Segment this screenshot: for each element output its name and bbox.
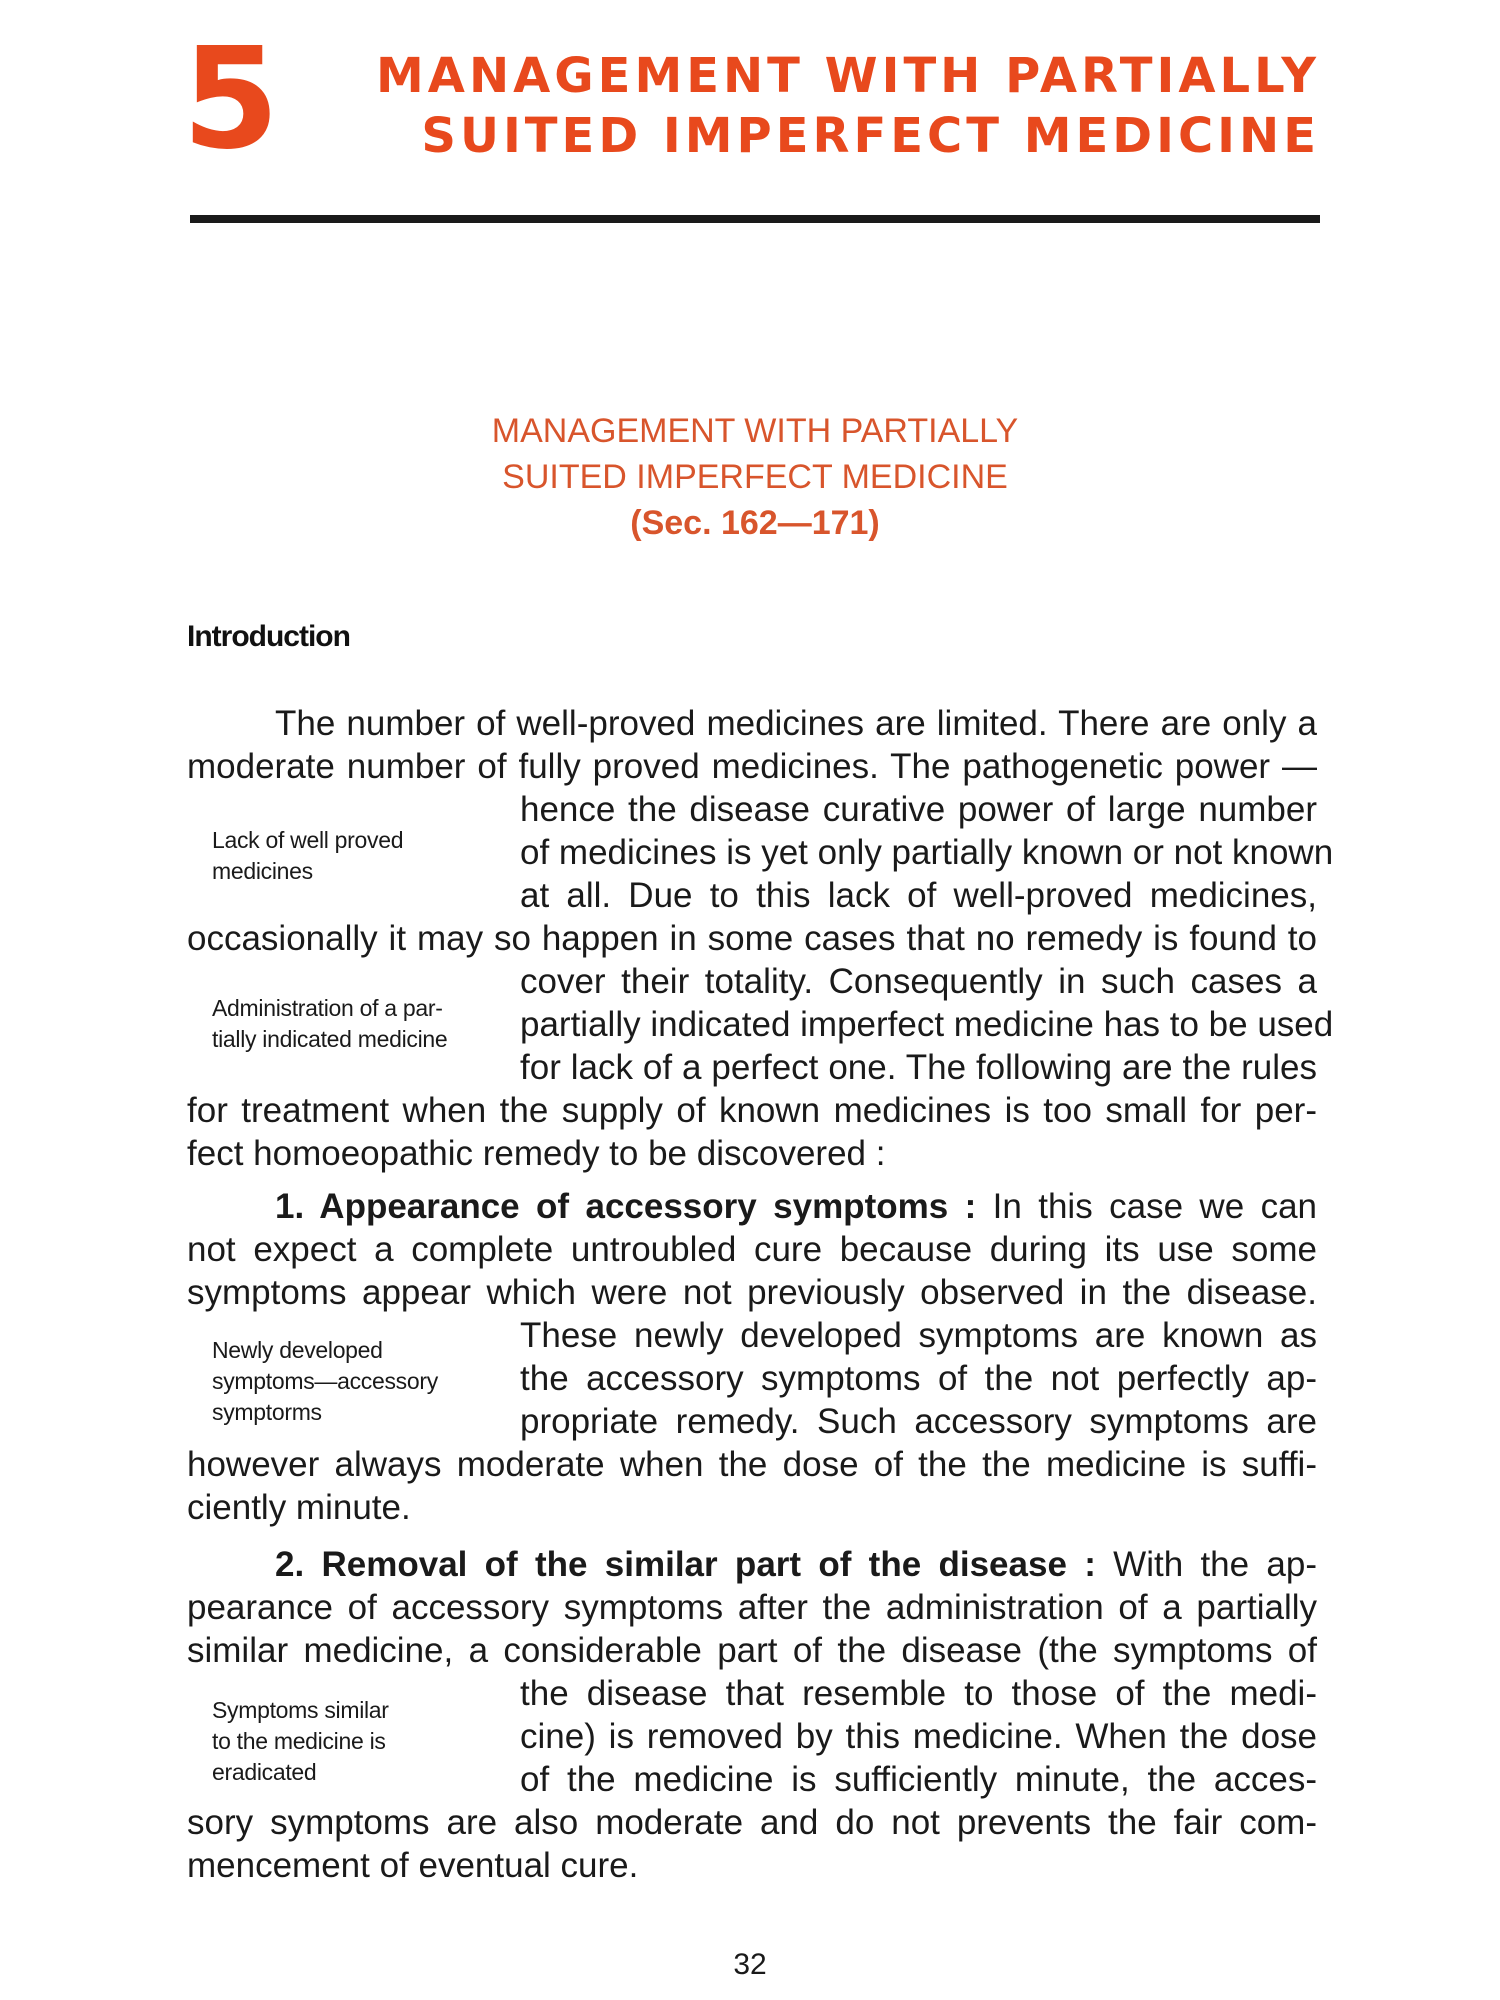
para3-line: mencement of eventual cure. (187, 1846, 639, 1885)
para3-line: similar medicine, a considerable part of the disease (the symptoms of (187, 1631, 1317, 1670)
para3-first-rest: With the ap- (1095, 1545, 1317, 1584)
para2-line: These newly developed symptoms are known as (520, 1316, 1317, 1355)
para3-line: sory symptoms are also moderate and do not prevents the fair com- (187, 1803, 1317, 1842)
para3-line: cine) is removed by this medicine. When the dose (520, 1717, 1317, 1756)
para1-line: moderate number of fully proved medicines. The pathogenetic power — (187, 747, 1317, 786)
para2-line: ciently minute. (187, 1488, 411, 1527)
margin-note-lack-of-medicines (212, 825, 502, 887)
margin-note-line: Symptoms similar (212, 1697, 389, 1723)
para3-first-line (275, 1543, 1317, 1586)
para1-line: The number of well-proved medicines are limited. There are only a (275, 704, 1317, 743)
para1-line: fect homoeopathic remedy to be discovered : (187, 1134, 886, 1173)
para1-line: hence the disease curative power of large number (520, 790, 1317, 829)
para1-line: for treatment when the supply of known medicines is too small for per- (187, 1091, 1317, 1130)
accessory-symptoms-heading: 1. Appearance of accessory symptoms : (275, 1187, 977, 1226)
introduction-heading: Introduction (187, 620, 350, 653)
para2-line: propriate remedy. Such accessory symptoms are (520, 1402, 1317, 1441)
para2-line: the accessory symptoms of the not perfectly ap- (520, 1359, 1317, 1398)
removal-similar-part-heading: 2. Removal of the similar part of the disease : (275, 1545, 1096, 1584)
para1-line: cover their totality. Consequently in such cases a (520, 962, 1317, 1001)
section-reference: (Sec. 162—171) (630, 504, 880, 542)
margin-note-similar-symptoms (212, 1695, 502, 1788)
margin-note-line: symptorms (212, 1399, 322, 1425)
section-subtitle-line-1: MANAGEMENT WITH PARTIALLY (491, 412, 1019, 450)
para2-first-line (275, 1185, 1317, 1228)
margin-note-line: tially indicated medicine (212, 1026, 448, 1052)
margin-note-line: eradicated (212, 1759, 317, 1785)
margin-note-line: Newly developed (212, 1337, 383, 1363)
para1-line: at all. Due to this lack of well-proved medicines, (520, 876, 1317, 915)
chapter-number: 5 (182, 18, 280, 181)
para3-line: of the medicine is sufficiently minute, the acces- (520, 1760, 1317, 1799)
margin-note-line: Lack of well proved (212, 827, 404, 853)
margin-note-accessory-symptoms (212, 1335, 502, 1428)
margin-note-line: medicines (212, 858, 313, 884)
para3-line: the disease that resemble to those of the medi- (520, 1674, 1317, 1713)
para1-line: occasionally it may so happen in some cases that no remedy is found to (187, 919, 1317, 958)
margin-note-partial-medicine (212, 993, 502, 1055)
section-subtitle-line-2: SUITED IMPERFECT MEDICINE (502, 458, 1008, 496)
para2-line: however always moderate when the dose of the the medicine is suffi- (187, 1445, 1317, 1484)
para3-line: pearance of accessory symptoms after the administration of a partially (187, 1588, 1317, 1627)
para2-line: symptoms appear which were not previously observed in the disease. (187, 1273, 1317, 1312)
margin-note-line: to the medicine is (212, 1728, 386, 1754)
margin-note-line: symptoms—accessory (212, 1368, 438, 1394)
para1-line: for lack of a perfect one. The following are the rules (520, 1048, 1317, 1087)
para2-line: not expect a complete untroubled cure because during its use some (187, 1230, 1317, 1269)
chapter-title-line-2: SUITED IMPERFECT MEDICINE (421, 108, 1320, 164)
margin-note-line: Administration of a par- (212, 995, 443, 1021)
header-rule (190, 215, 1320, 223)
chapter-title-line-1: MANAGEMENT WITH PARTIALLY (376, 48, 1320, 104)
para1-line: of medicines is yet only partially known or not known (520, 833, 1334, 872)
page-number: 32 (733, 1948, 767, 1981)
para1-line: partially indicated imperfect medicine has to be used (520, 1005, 1334, 1044)
para2-first-rest: In this case we can (976, 1187, 1317, 1226)
